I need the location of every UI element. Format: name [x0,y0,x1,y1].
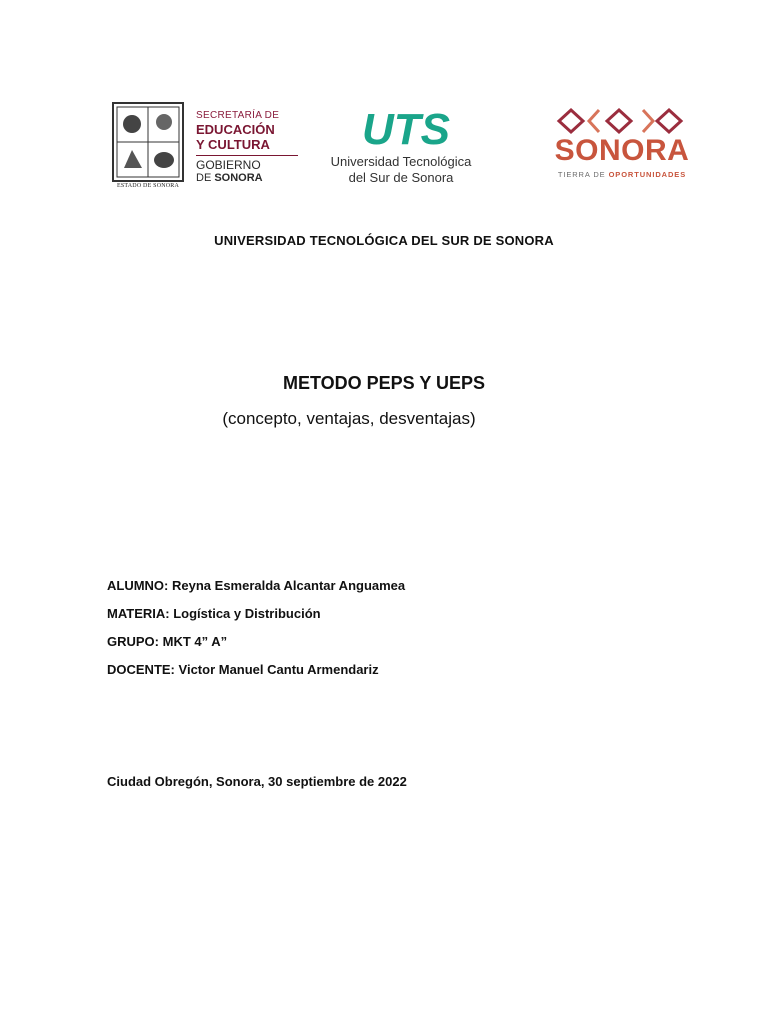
uts-logo [326,106,476,192]
sec-line2: EDUCACIÓN [196,122,275,137]
gov-line2 [196,172,302,185]
info-docente [107,662,379,677]
info-value: Reyna Esmeralda Alcantar Anguamea [172,578,406,593]
uts-mark-text: UTS [362,106,450,148]
sec-line3: Y CULTURA [196,137,270,152]
sonora-tag-bold: OPORTUNIDADES [608,170,687,179]
place-date: Ciudad Obregón, Sonora, 30 septiembre de 2022 [107,774,407,789]
info-value: Logística y Distribución [173,606,321,621]
uts-mark-icon [348,106,464,148]
uts-text-block [326,154,476,186]
gov-prefix: DE [196,172,212,184]
document-subtitle: (concepto, ventajas, desventajas) [222,409,476,428]
sec-line1: SECRETARÍA DE [196,110,280,121]
document-title: METODO PEPS Y UEPS [282,373,486,393]
info-grupo [107,634,227,649]
sonora-pattern-icon [555,104,685,138]
gov-bold: SONORA [214,172,263,184]
info-label: DOCENTE: [107,662,175,677]
info-label: GRUPO: [107,634,159,649]
sonora-tagline [543,170,701,179]
info-value: MKT 4” A” [162,634,228,649]
uts-line1: Universidad Tecnológica [330,154,472,169]
info-alumno [107,578,405,593]
sec-divider [196,155,298,156]
info-materia [107,606,321,621]
sonora-word: SONORA [554,134,690,167]
uts-line2: del Sur de Sonora [348,170,454,185]
info-label: MATERIA: [107,606,170,621]
sec-text-block [196,110,302,185]
sonora-tag-prefix: TIERRA DE [557,170,606,179]
shield-caption: ESTADO DE SONORA [116,183,180,189]
state-shield-icon [112,102,184,194]
sec-educacion-logo [112,102,302,194]
gov-line1: GOBIERNO [196,158,261,172]
info-value: Victor Manuel Cantu Armendariz [178,662,379,677]
university-heading: UNIVERSIDAD TECNOLÓGICA DEL SUR DE SONORA [214,233,554,248]
sonora-logo [543,104,701,186]
info-label: ALUMNO: [107,578,169,593]
